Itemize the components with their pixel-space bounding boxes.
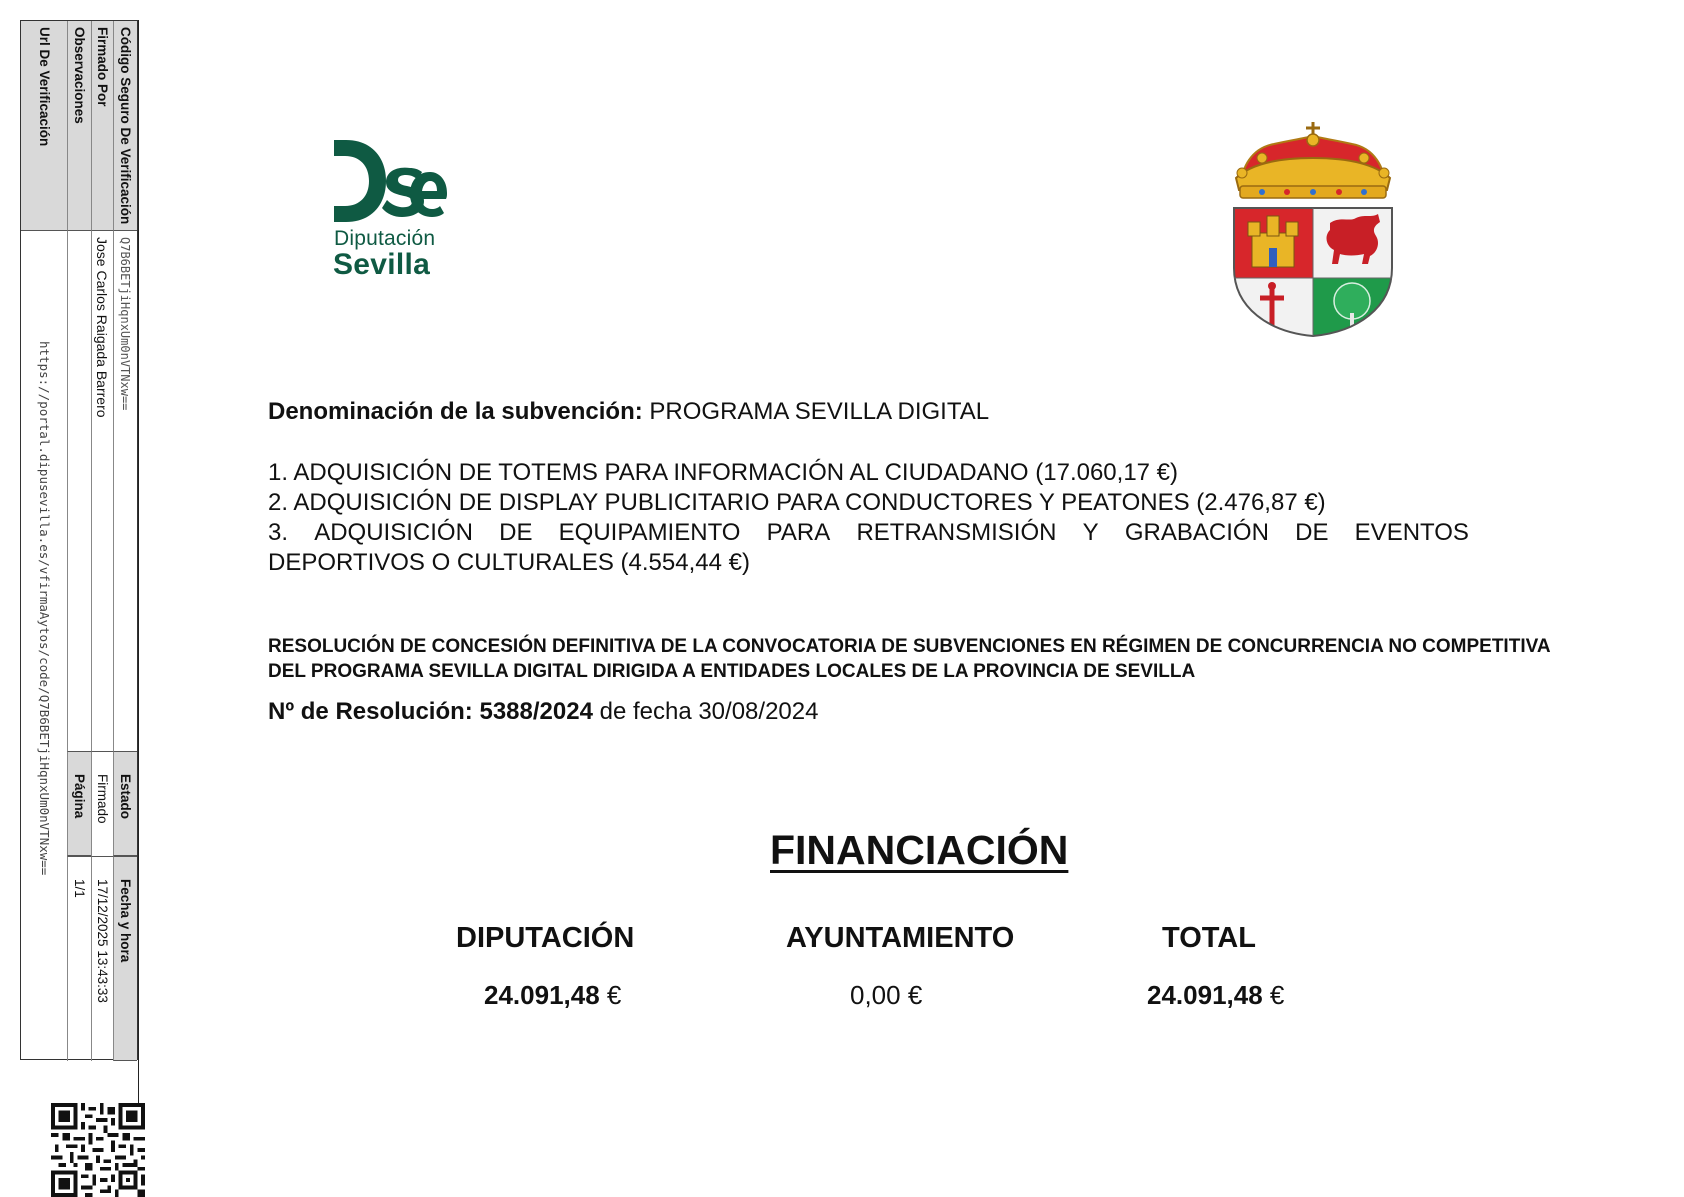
resolution-number: 5388/2024 bbox=[479, 698, 593, 725]
diputacion-sevilla-logo bbox=[334, 140, 464, 290]
grant-item: DEPORTIVOS O CULTURALES (4.554,44 €) bbox=[268, 549, 750, 576]
datetime-value: 17/12/2025 13:43:33 bbox=[91, 856, 113, 1061]
ayuntamiento-value: 0,00 € bbox=[850, 980, 923, 1010]
code-label: Código Seguro De Verificación bbox=[113, 21, 137, 231]
resolution-date: de fecha 30/08/2024 bbox=[599, 698, 819, 725]
grant-item-word: EQUIPAMIENTO bbox=[558, 519, 741, 546]
grant-item-word: DE bbox=[1295, 519, 1329, 546]
total-amount bbox=[1147, 980, 1284, 1011]
diputacion-label: DIPUTACIÓN bbox=[456, 922, 635, 954]
grant-item: 2. ADQUISICIÓN DE DISPLAY PUBLICITARIO PARA CONDUCTORES Y PEATONES (2.476,87 €) bbox=[268, 489, 1326, 516]
verification-url[interactable]: https://portal.dipusevilla.es/vfirmaAytos/code/Q7B6BETjiHqnxUm0nVTNxw== bbox=[37, 341, 53, 876]
resolution-title: RESOLUCIÓN DE CONCESIÓN DEFINITIVA DE LA CONVOCATORIA DE SUBVENCIONES EN RÉGIMEN DE CONCURRENCIA NO COMPETITIVA DEL PROGRAMA SEVILLA DIGITAL DIRIGIDA A ENTIDADES LOCALES DE LA PROVINCIA DE SEVILLA bbox=[268, 636, 1550, 682]
datetime-label: Fecha y hora bbox=[113, 856, 137, 1061]
grant-item: 1. ADQUISICIÓN DE TOTEMS PARA INFORMACIÓN AL CIUDADANO (17.060,17 €) bbox=[268, 459, 1179, 486]
resolution-number-line bbox=[268, 698, 818, 726]
ayuntamiento-label: AYUNTAMIENTO bbox=[786, 922, 1015, 954]
currency-symbol: € bbox=[1269, 980, 1285, 1010]
municipal-coat-of-arms bbox=[1222, 118, 1404, 340]
grant-item-word: 3. bbox=[268, 519, 289, 546]
signer-name: Jose Carlos Raigada Barrero bbox=[91, 231, 113, 751]
logo-line-diputacion: Diputación bbox=[334, 227, 436, 250]
funding-title: FINANCIACIÓN bbox=[770, 827, 1069, 873]
diputacion-value: 24.091,48 bbox=[484, 980, 600, 1010]
observations-value bbox=[67, 231, 91, 751]
signed-by-label: Firmado Por bbox=[91, 21, 113, 231]
page-value: 1/1 bbox=[67, 856, 91, 1061]
diputacion-amount bbox=[484, 980, 621, 1011]
code-value: Q7B6BETjiHqnxUm0nVTNxw== bbox=[113, 231, 137, 751]
verification-strip bbox=[20, 20, 139, 1178]
crown-icon bbox=[1236, 122, 1390, 198]
state-value: Firmado bbox=[91, 751, 113, 856]
page-label: Página bbox=[67, 751, 91, 856]
verification-table bbox=[20, 20, 138, 1060]
grant-item-word: Y bbox=[1082, 519, 1099, 546]
grant-item-word: PARA bbox=[766, 519, 831, 546]
grant-items bbox=[268, 458, 1468, 578]
total-label: TOTAL bbox=[1162, 922, 1256, 954]
grant-item-word: GRABACIÓN bbox=[1124, 519, 1269, 546]
shield-icon bbox=[1234, 208, 1392, 338]
qr-code bbox=[51, 1103, 145, 1197]
url-label: Url De Verificación bbox=[21, 21, 67, 231]
logo-line-sevilla: Sevilla bbox=[333, 248, 431, 281]
grant-label: Denominación de la subvención: bbox=[268, 398, 643, 425]
resolution-number-label: Nº de Resolución: bbox=[268, 698, 473, 725]
state-label: Estado bbox=[113, 751, 137, 856]
grant-name: PROGRAMA SEVILLA DIGITAL bbox=[649, 398, 990, 425]
total-value: 24.091,48 bbox=[1147, 980, 1263, 1010]
grant-item-word: RETRANSMISIÓN bbox=[856, 519, 1057, 546]
grant-item-word: DE bbox=[499, 519, 533, 546]
grant-item bbox=[268, 518, 1469, 548]
grant-name-line bbox=[268, 398, 989, 426]
observations-label: Observaciones bbox=[67, 21, 91, 231]
grant-item-word: ADQUISICIÓN bbox=[314, 519, 473, 546]
dse-logo-mark bbox=[334, 140, 450, 222]
currency-symbol: € bbox=[606, 980, 622, 1010]
grant-item-word: EVENTOS bbox=[1354, 519, 1469, 546]
